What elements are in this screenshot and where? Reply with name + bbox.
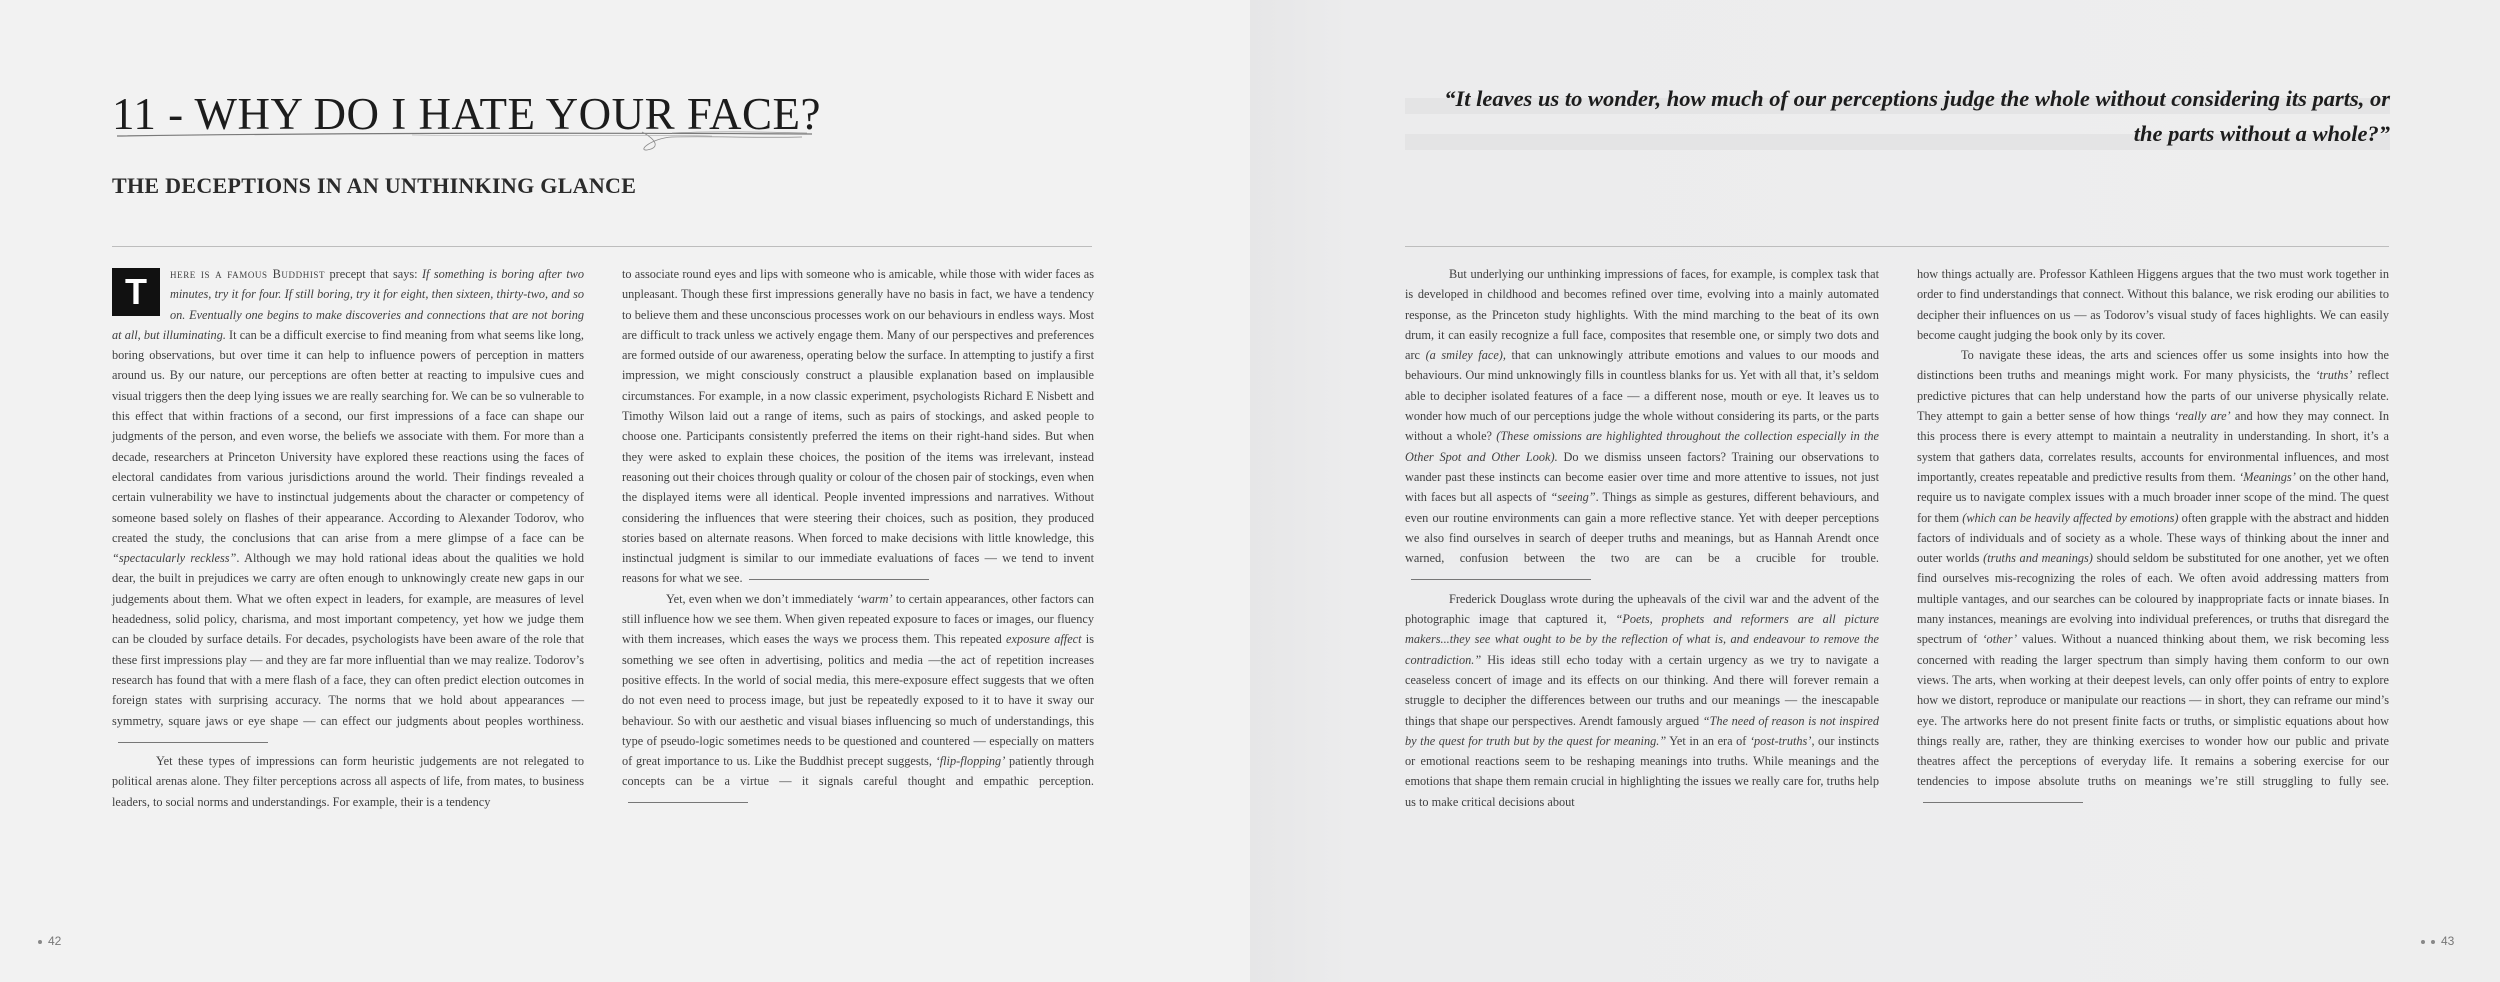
- body-column-4: [1917, 264, 2389, 812]
- text-run: values. Without a nuanced thinking about them, we risk becoming less concerned with reading the larger spectrum than simply having them conform to our own views. The arts, when working at their deepest levels, can only offer points of entry to explore how we distort, reproduce or manipulate our reactions — in short, they can reframe our mind’s eye. The artworks here do not present finite facts or truths, or simplistic equations about how things really are, rather, they are thinking exercises to wonder how our public and private theatres affect the perceptions of everyday life. It remains a sobering exercise for our tendencies to impose absolute truths on meanings we’re still struggling to fully see.: [1917, 632, 2389, 789]
- text-run: exposure affect: [1006, 632, 1082, 647]
- text-run: . Things as simple as gestures, different behaviours, and even our routine environments can gain a more reflective stance. Yet with deeper perceptions we also find ourselves in search of deeper truths and meanings, but as Hannah Arendt once warned, confusion between the two are can be a crucible for trouble.: [1405, 490, 1879, 566]
- text-run: should seldom be substituted for one another, yet we often find ourselves mis-recognizing the roles of each. We often avoid addressing matters from multiple vantages, and our searches can be coloured by inappropriate facts or innate biases. In many instances, meanings are evolving into individual preferences, or truths that disregard the spectrum of: [1917, 551, 2389, 647]
- body-column-2: [622, 264, 1094, 812]
- chapter-title: 11 - WHY DO I HATE YOUR FACE?: [112, 89, 822, 139]
- text-run: ‘truths’: [2315, 368, 2353, 383]
- paragraph: [622, 589, 1094, 812]
- text-run: (truths and meanings): [1983, 551, 2093, 566]
- text-run: often grapple with the abstract and hidden factors of individuals and of society as a whole. These ways of thinking about the inner and outer worlds: [1917, 510, 2389, 566]
- text-run: To navigate these ideas, the arts and sciences offer us some insights into how the distinctions been truths and meanings might work. For many physicists, the: [1917, 348, 2389, 383]
- text-run: is something we see often in advertising, politics and media —the act of repetition increases positive effects. In the world of social media, this mere-exposure effect suggests that we often do not even need to process image, but just be repeatedly exposed to it to have it sway our behaviour. So with our aesthetic and visual biases influencing so much of understandings, this type of pseudo-logic sometimes needs to be questioned and countered — especially on matters of great importance to us. Like the Buddhist precept suggests,: [622, 632, 1094, 769]
- text-run: Frederick Douglass wrote during the upheavals of the civil war and the advent of the photographic image that captured it,: [1405, 591, 1879, 627]
- page-number-right: [2415, 934, 2454, 948]
- text-run: ‘really are’: [2174, 409, 2231, 424]
- paragraph-end-line: [628, 802, 748, 803]
- paragraph: [1405, 264, 1879, 589]
- lead-in: here is a famous Buddhist: [170, 267, 326, 281]
- text-run: But underlying our unthinking impressions of faces, for example, is complex task that is developed in childhood and becomes refined over time, evolving into a mainly automated response, as the Princeton study highlights. With the mind marching to the beat of its own drum, it can easily recognize a full face, composites that resemble one, or simply two dots and arc: [1405, 267, 1879, 363]
- paragraph: [622, 264, 1094, 589]
- header-rule: [112, 246, 1092, 247]
- text-run: His ideas still echo today with a certain urgency as we try to navigate a ceaseless concert of image and its effects on our thinking. And there will forever remain a struggle to decipher the differences between our truths and our meanings — the inescapable things that shape our perspectives. Arendt famously argued: [1405, 652, 1879, 728]
- text-run: to certain appearances, other factors can still influence how we see them. When given repeated exposure to faces or images, our fluency with them increases, which eases the ways we process them. This repeated: [622, 591, 1094, 647]
- text-run: . Although we may hold rational ideas about the qualities we hold dear, the built in prejudices we carry are often enough to unknowingly create new gaps in our judgements about them. What we often expect in leaders, for example, are measures of level headedness, solid policy, charisma, and most important competency, yet how we judge them can be clouded by surface details. For decades, psychologists have been aware of the role that these first impressions play — and they are far more influential than we may realize. Todorov’s research has found that with a mere flash of a face, they can often predict election outcomes in foreign states with surprising accuracy. The norms that we hold about appearances — symmetry, square jaws or eye shape — can effect our judgments about peoples worthiness.: [112, 551, 584, 728]
- text-run: Yet in an era of: [1666, 733, 1750, 748]
- body-column-1: [112, 264, 584, 812]
- paragraph: how things actually are. Professor Kathleen Higgens argues that the two must work together in order to find understandings that connect. Without this balance, we risk eroding our abilities to decipher their influences on us — as Todorov’s visual study of faces highlights. We can easily become caught judging the book only by its cover.: [1917, 267, 2389, 342]
- text-run: ‘warm’: [856, 591, 893, 606]
- text-run: (These omissions are highlighted throughout the collection especially in the Other Spot and Other Look).: [1405, 429, 1879, 464]
- folio-dot: [38, 940, 42, 944]
- text-run: Yet, even when we don’t immediately: [666, 591, 857, 606]
- folio-number: 43: [2441, 934, 2455, 948]
- text-run: Do we dismiss unseen factors? Training our observations to wander past these instincts can become easier over time and more attentive to issues, not just with faces but all aspects of: [1405, 449, 1879, 505]
- paragraph: Yet these types of impressions can form heuristic judgements are not relegated to political arenas alone. They filter perceptions across all aspects of life, from mates, to business leaders, to social norms and understandings. For example, their is a tendency: [112, 754, 584, 809]
- folio-dot: [2421, 940, 2425, 944]
- pull-quote-line-2: the parts without a whole?”: [2133, 121, 2390, 146]
- page-number-left: [38, 934, 61, 948]
- chapter-subtitle: THE DECEPTIONS IN AN UNTHINKING GLANCE: [112, 173, 637, 198]
- title-brush-stroke: [112, 128, 817, 158]
- todorov-quote: “spectacularly reckless”: [112, 551, 237, 566]
- text-run: on the other hand, require us to navigate complex issues with a much broader inner scope of the mind. The quest for them: [1917, 469, 2389, 525]
- drop-cap: T: [112, 268, 160, 316]
- paragraph-end-line: [749, 579, 929, 580]
- paragraph-end-line: [118, 742, 268, 743]
- text-run: to associate round eyes and lips with someone who is amicable, while those with wider faces as unpleasant. Though these first impressions generally have no basis in fact, we have a tendency to believe them and these unconscious processes work on our behaviours in endless ways. Most are difficult to track unless we actively engage them. Many of our perspectives and preferences are formed outside of our awareness, operating below the surface. In attempting to justify a first impression, we might consciously construct a plausible explanation based on implausible circumstances. For example, in a now classic experiment, psychologists Richard E Nisbett and Timothy Wilson laid out a range of items, such as pairs of stockings, and asked people to choose one. Participants consistently preferred the items on their right-hand sides. But when they were asked to explain these choices, the position of the items was irrelevant, instead reasoning out their choices through quality or colour of the chosen pair of stockings, even when the displayed items were all identical. People invented impressions and narratives. Without considering the influences that were steering their choices, such as position, they produced stories based on alternate reasons. When forced to make decisions with little knowledge, this instinctual judgment is similar to our immediate evaluations of faces — we tend to invent reasons for what we see.: [622, 267, 1094, 586]
- body-column-3: [1405, 264, 1879, 812]
- paragraph-end-line: [1923, 802, 2083, 803]
- text-run: , our instincts or emotional reactions seem to be reshaping meanings into truths. While meanings and the emotions that shape them remain crucial in highlighting the issues we really care for, truths help us to make critical decisions about: [1405, 733, 1879, 809]
- paragraph: [1917, 345, 2389, 812]
- text-run: patiently through concepts can be a virtue — it signals careful thought and empathic perception.: [622, 754, 1094, 789]
- text-run: ‘Meanings’: [2239, 469, 2296, 484]
- folio-dot: [2431, 940, 2435, 944]
- text-run: (which can be heavily affected by emotions): [1962, 510, 2179, 525]
- text-run: “seeing”: [1550, 490, 1596, 505]
- text-run: ‘other’: [1982, 632, 2018, 647]
- text-run: It can be a difficult exercise to find meaning from what seems like long, boring observations, but over time it can help to influence powers of perception in matters around us. By our nature, our perceptions are often better at reacting to impulsive cues and visual triggers then the deep lying issues we are really searching for. We can be so vulnerable to this effect that within fractions of a second, our first impressions of a face can shape our judgments of the person, and even worse, the beliefs we associate with them. For more than a decade, researchers at Princeton University have explored these reactions using the faces of electoral candidates from various jurisdictions around the world. Their findings revealed a certain vulnerability we have to instinctual judgements about the character or competency of someone based solely on flashes of their appearance. According to Alexander Todorov, who created the study, the conclusions that can arise from a mere glimpse of a face can be: [112, 327, 584, 545]
- header-rule-right: [1405, 246, 2389, 247]
- paragraph-end-line: [1411, 579, 1591, 580]
- text-run: precept that says:: [325, 267, 422, 281]
- text-run: ‘flip-flopping’: [935, 754, 1006, 769]
- folio-number: 42: [48, 934, 62, 948]
- buddhist-precept-quote: If something is boring after two minutes, try it for four. If still boring, try it for eight, then sixteen, thirty-two, and so on. Eventually one begins to make discoveries and connections that are not boring at all, but illuminating.: [112, 267, 584, 342]
- text-run: reflect predictive pictures that can help understand how the parts of our universe physically relate. They attempt to gain a better sense of how things: [1917, 368, 2389, 424]
- text-run: (a smiley face),: [1425, 348, 1506, 363]
- text-run: that can unknowingly attribute emotions and values to our moods and behaviours. Our mind unknowingly fills in countless blanks for us. Yet with all that, it’s seldom able to decipher isolated features of a face — a different nose, mouth or eye. It leaves us to wonder how much of our perceptions judge the whole without considering its parts, or the parts without a whole?: [1405, 348, 1879, 444]
- arendt-quote: “The need of reason is not inspired by the quest for truth but by the quest for meaning.”: [1405, 713, 1879, 748]
- text-run: and how they may connect. In this process there is every attempt to maintain a neutrality in understanding. In short, it’s a system that gathers data, correlates results, accounts for environmental influences, and most importantly, creates repeatable and predictive results from them.: [1917, 409, 2389, 484]
- paragraph: [1405, 589, 1879, 812]
- pull-quote-line-1: “It leaves us to wonder, how much of our perceptions judge the whole without considering its parts, or: [1444, 86, 2390, 111]
- pull-quote: [1405, 81, 2390, 151]
- text-run: ‘post-truths’: [1749, 733, 1812, 748]
- douglass-quote: “Poets, prophets and reformers are all picture makers...they see what ought to be by the reflection of what is, and endeavour to remove the contradiction.”: [1405, 612, 1879, 667]
